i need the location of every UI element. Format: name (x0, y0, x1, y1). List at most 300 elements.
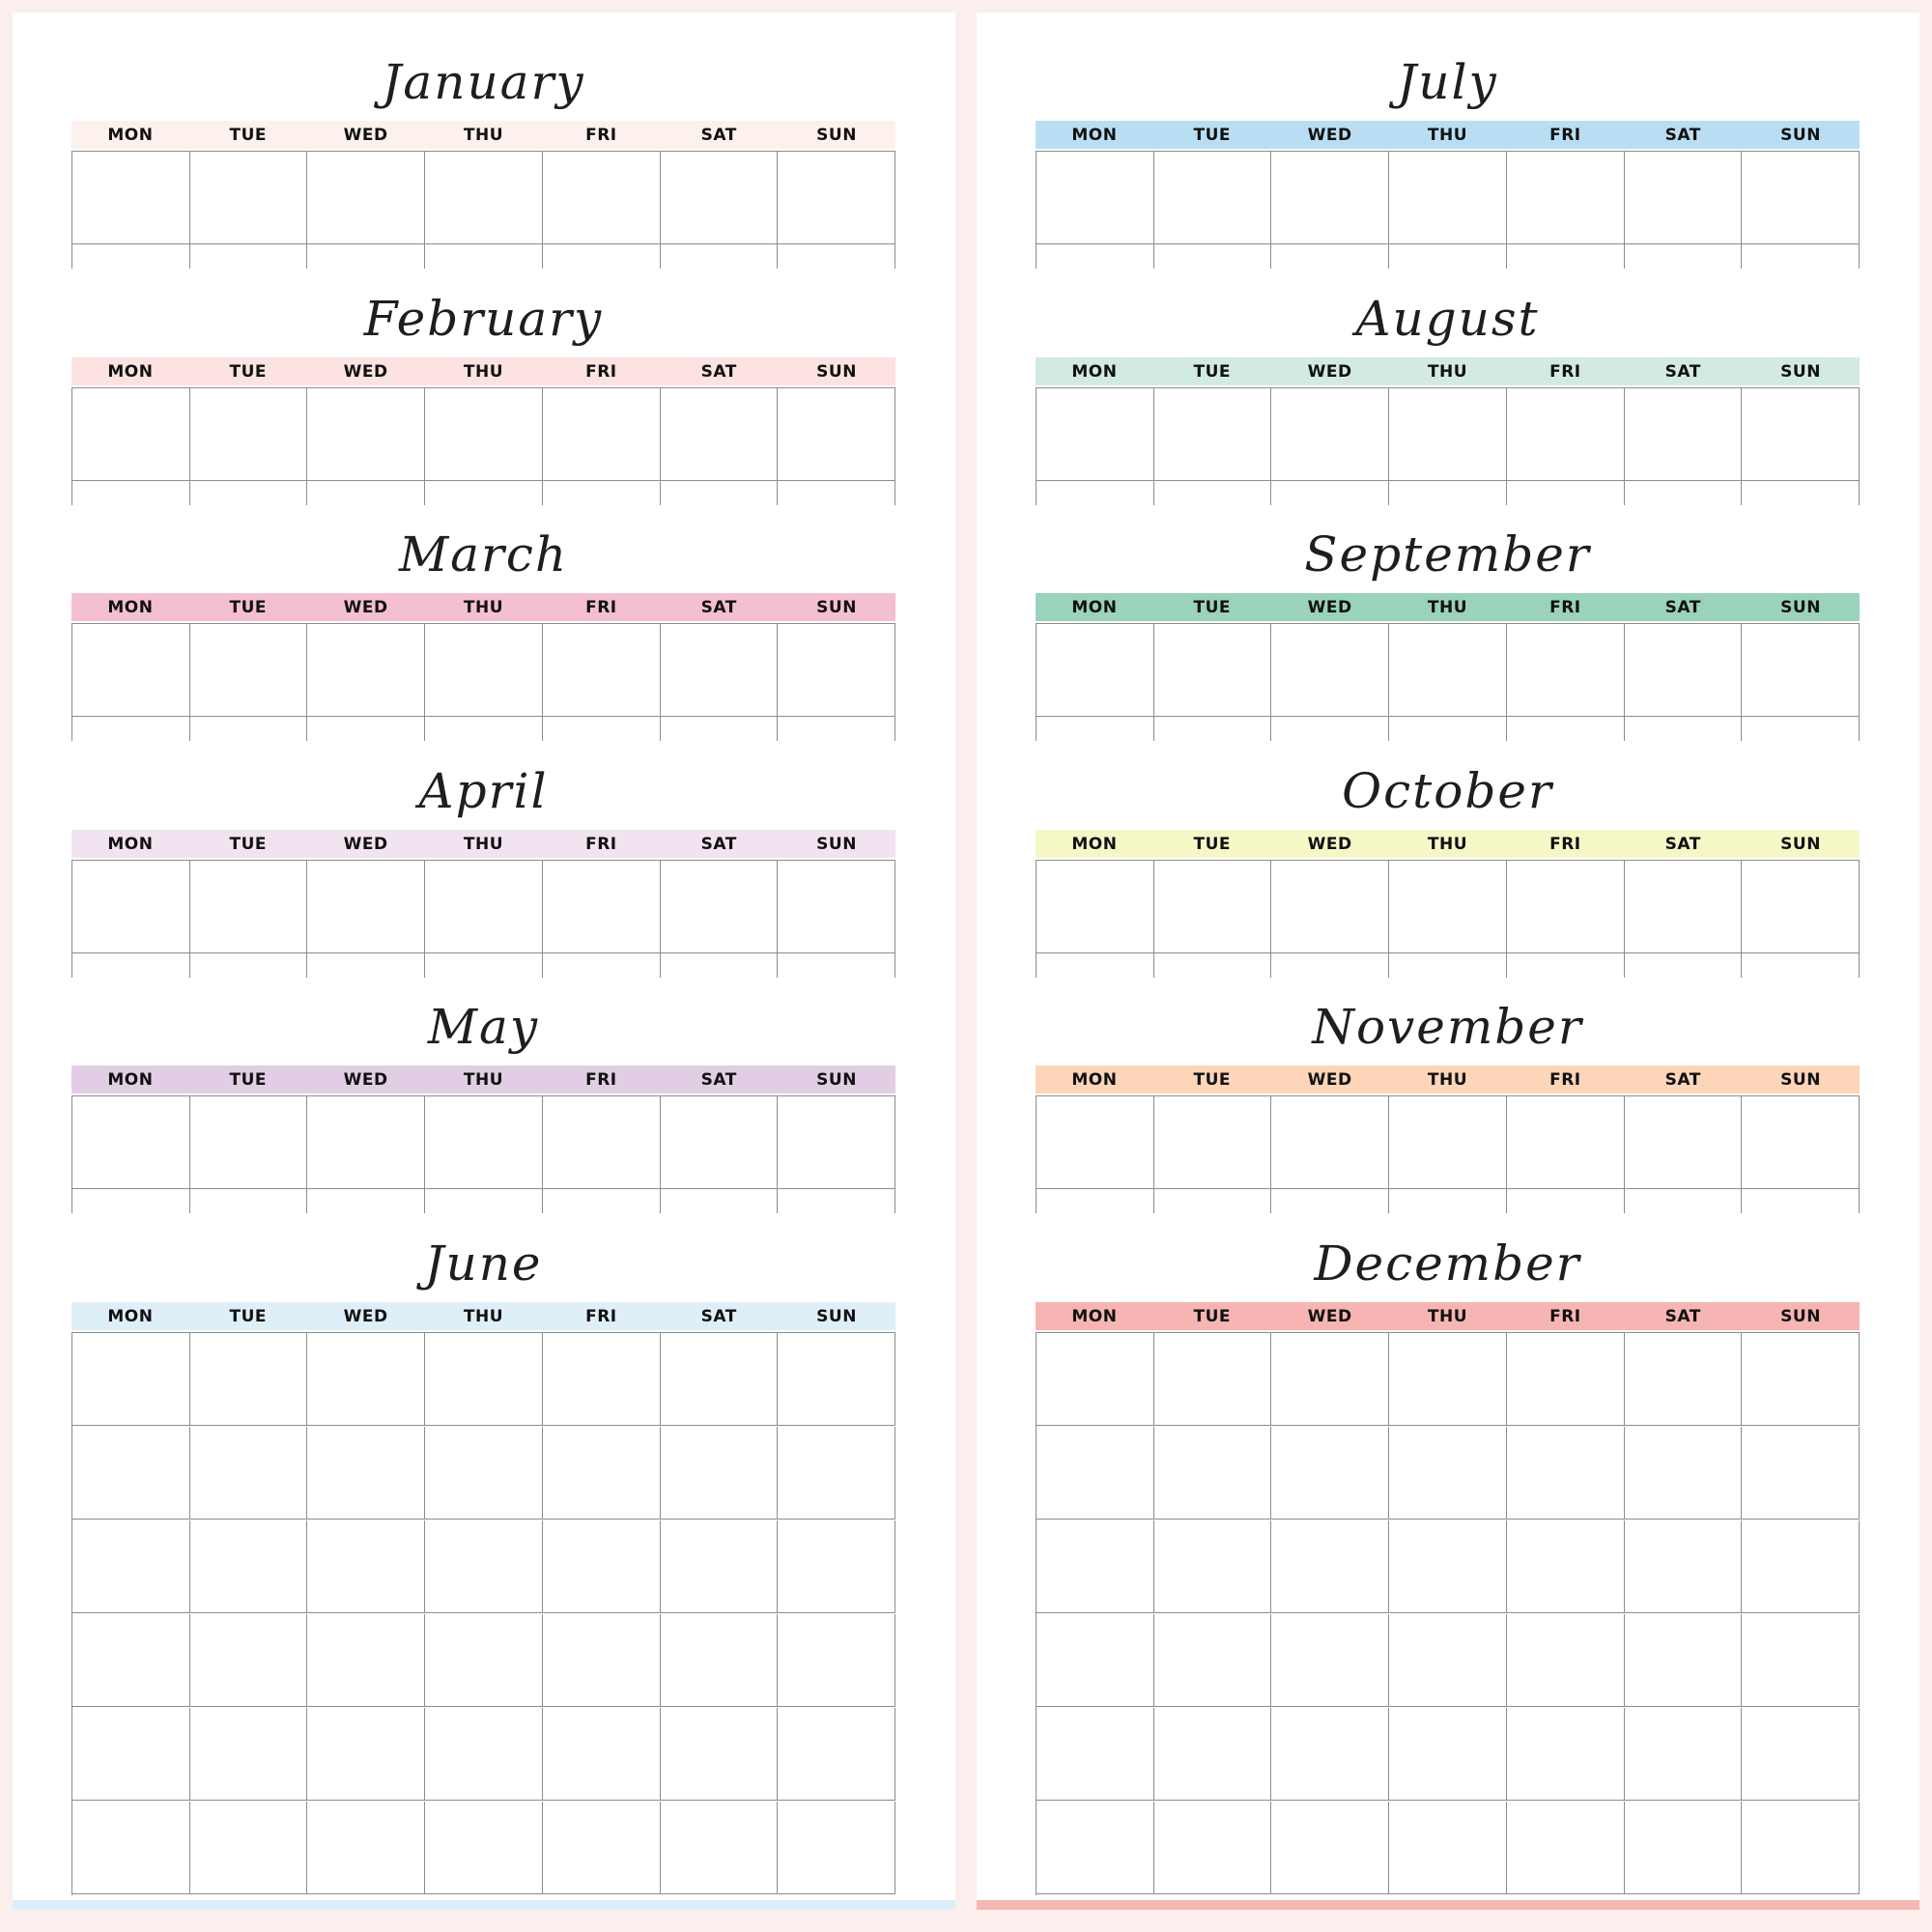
date-cell[interactable] (1037, 717, 1154, 741)
date-cell[interactable] (1507, 717, 1625, 741)
date-cell[interactable] (190, 1614, 308, 1707)
date-cell[interactable] (190, 1427, 308, 1520)
weekday-label: FRI (1549, 597, 1581, 617)
date-cell[interactable] (661, 717, 779, 741)
date-cell[interactable] (1625, 152, 1743, 244)
weekday-label: TUE (1193, 1069, 1232, 1090)
weekday-label: FRI (1549, 834, 1581, 854)
date-cell[interactable] (778, 953, 895, 978)
date-cell[interactable] (1271, 717, 1389, 741)
date-cell[interactable] (425, 624, 543, 717)
date-cell[interactable] (543, 1427, 661, 1520)
weekday-label: SUN (1780, 361, 1821, 382)
date-cell[interactable] (1625, 481, 1743, 505)
date-cell[interactable] (1742, 717, 1860, 741)
date-cell[interactable] (1389, 1189, 1507, 1213)
date-cell[interactable] (1037, 1520, 1154, 1613)
date-cell[interactable] (1389, 624, 1507, 717)
date-cell[interactable] (661, 388, 779, 481)
weekday-label: WED (343, 597, 388, 617)
date-cell[interactable] (1154, 953, 1272, 978)
date-cell[interactable] (1625, 388, 1743, 481)
date-cell[interactable] (1742, 861, 1860, 953)
date-cell[interactable] (661, 861, 779, 953)
date-cell[interactable] (778, 1614, 895, 1707)
date-cell[interactable] (543, 861, 661, 953)
date-cell[interactable] (778, 1520, 895, 1613)
date-cell[interactable] (1389, 953, 1507, 978)
date-cell[interactable] (1154, 481, 1272, 505)
date-cell[interactable] (307, 388, 425, 481)
weekday-label: WED (343, 125, 388, 145)
date-cell[interactable] (661, 481, 779, 505)
date-cell[interactable] (1742, 624, 1860, 717)
date-cell[interactable] (72, 1427, 190, 1520)
date-cell[interactable] (72, 1520, 190, 1613)
date-cell[interactable] (307, 1333, 425, 1426)
month-title: May (427, 999, 540, 1055)
weekday-label: FRI (1549, 1069, 1581, 1090)
weekday-label: THU (463, 125, 504, 145)
date-cell[interactable] (1625, 1520, 1743, 1613)
weekday-label: THU (1427, 361, 1468, 382)
date-cell[interactable] (778, 1802, 895, 1894)
date-cell[interactable] (425, 388, 543, 481)
date-cell[interactable] (307, 1614, 425, 1707)
weekday-label: WED (343, 834, 388, 854)
date-cell[interactable] (1154, 244, 1272, 269)
date-cell[interactable] (1037, 624, 1154, 717)
date-cell[interactable] (190, 1333, 308, 1426)
date-cell[interactable] (190, 388, 308, 481)
date-cell[interactable] (307, 1708, 425, 1801)
date-grid (71, 860, 895, 978)
date-cell[interactable] (1271, 1520, 1389, 1613)
date-cell[interactable] (1389, 1333, 1507, 1426)
date-cell[interactable] (543, 624, 661, 717)
weekday-header (1036, 830, 1860, 858)
date-cell[interactable] (661, 244, 779, 269)
date-cell[interactable] (1271, 1427, 1389, 1520)
date-cell[interactable] (307, 717, 425, 741)
weekday-label: THU (463, 1069, 504, 1090)
date-cell[interactable] (1389, 1802, 1507, 1894)
date-cell[interactable] (190, 244, 308, 269)
weekday-label: THU (1427, 597, 1468, 617)
date-cell[interactable] (72, 1189, 190, 1213)
date-cell[interactable] (190, 1802, 308, 1894)
weekday-label: FRI (1549, 361, 1581, 382)
date-cell[interactable] (543, 953, 661, 978)
weekday-label: TUE (1193, 834, 1232, 854)
date-cell[interactable] (543, 481, 661, 505)
weekday-header (71, 830, 895, 858)
date-cell[interactable] (778, 1333, 895, 1426)
date-cell[interactable] (1625, 861, 1743, 953)
date-cell[interactable] (1507, 244, 1625, 269)
date-cell[interactable] (1037, 953, 1154, 978)
date-cell[interactable] (1507, 1520, 1625, 1613)
date-cell[interactable] (1154, 152, 1272, 244)
date-cell[interactable] (661, 1520, 779, 1613)
date-cell[interactable] (307, 1520, 425, 1613)
date-cell[interactable] (1389, 1096, 1507, 1189)
date-cell[interactable] (1625, 624, 1743, 717)
date-cell[interactable] (1154, 1802, 1272, 1894)
date-cell[interactable] (1271, 388, 1389, 481)
date-cell[interactable] (778, 388, 895, 481)
date-cell[interactable] (1271, 244, 1389, 269)
weekday-label: THU (463, 361, 504, 382)
date-cell[interactable] (425, 152, 543, 244)
date-cell[interactable] (1037, 1427, 1154, 1520)
weekday-label: FRI (1549, 125, 1581, 145)
date-cell[interactable] (1271, 1333, 1389, 1426)
date-grid (71, 1095, 895, 1213)
date-cell[interactable] (1271, 1708, 1389, 1801)
date-cell[interactable] (778, 1096, 895, 1189)
weekday-label: MON (1071, 597, 1118, 617)
date-cell[interactable] (1037, 1189, 1154, 1213)
date-grid (71, 387, 895, 505)
weekday-label: MON (107, 361, 154, 382)
date-cell[interactable] (1742, 1189, 1860, 1213)
date-cell[interactable] (307, 624, 425, 717)
weekday-label: THU (463, 1306, 504, 1326)
date-cell[interactable] (1389, 1708, 1507, 1801)
date-cell[interactable] (1154, 1189, 1272, 1213)
date-cell[interactable] (425, 1096, 543, 1189)
date-cell[interactable] (1507, 1189, 1625, 1213)
page-bottom-bar (977, 1900, 1919, 1910)
date-cell[interactable] (307, 244, 425, 269)
date-cell[interactable] (1154, 1333, 1272, 1426)
date-cell[interactable] (661, 1427, 779, 1520)
date-cell[interactable] (1037, 388, 1154, 481)
weekday-header (1036, 593, 1860, 621)
date-cell[interactable] (1625, 1708, 1743, 1801)
date-cell[interactable] (307, 1802, 425, 1894)
date-cell[interactable] (661, 1802, 779, 1894)
date-cell[interactable] (1271, 1614, 1389, 1707)
date-cell[interactable] (1625, 1614, 1743, 1707)
date-cell[interactable] (778, 152, 895, 244)
date-cell[interactable] (1742, 1520, 1860, 1613)
date-cell[interactable] (72, 1614, 190, 1707)
date-cell[interactable] (778, 1708, 895, 1801)
date-cell[interactable] (1154, 1614, 1272, 1707)
date-cell[interactable] (72, 953, 190, 978)
weekday-label: SAT (700, 597, 737, 617)
date-cell[interactable] (1389, 388, 1507, 481)
month-april (71, 741, 895, 978)
date-cell[interactable] (543, 1333, 661, 1426)
date-cell[interactable] (425, 717, 543, 741)
date-cell[interactable] (190, 152, 308, 244)
date-cell[interactable] (1742, 481, 1860, 505)
date-cell[interactable] (1154, 717, 1272, 741)
date-cell[interactable] (543, 1802, 661, 1894)
date-cell[interactable] (72, 1802, 190, 1894)
date-cell[interactable] (1271, 1096, 1389, 1189)
date-cell[interactable] (1625, 1427, 1743, 1520)
date-cell[interactable] (1271, 953, 1389, 978)
date-cell[interactable] (661, 1333, 779, 1426)
date-cell[interactable] (661, 624, 779, 717)
date-grid (1036, 1095, 1860, 1213)
weekday-label: WED (343, 1069, 388, 1090)
weekday-label: SAT (1664, 597, 1701, 617)
date-cell[interactable] (1625, 1802, 1743, 1894)
weekday-label: WED (1307, 125, 1352, 145)
date-cell[interactable] (1154, 1708, 1272, 1801)
date-cell[interactable] (778, 861, 895, 953)
weekday-header (1036, 1065, 1860, 1094)
date-cell[interactable] (190, 1096, 308, 1189)
date-cell[interactable] (1154, 1427, 1272, 1520)
date-cell[interactable] (190, 717, 308, 741)
date-cell[interactable] (307, 1096, 425, 1189)
date-cell[interactable] (1742, 152, 1860, 244)
date-cell[interactable] (1389, 481, 1507, 505)
date-cell[interactable] (307, 1427, 425, 1520)
date-grid (71, 1332, 895, 1895)
date-cell[interactable] (1625, 1096, 1743, 1189)
date-cell[interactable] (190, 1708, 308, 1801)
date-cell[interactable] (190, 481, 308, 505)
date-cell[interactable] (661, 152, 779, 244)
date-cell[interactable] (425, 1802, 543, 1894)
weekday-label: TUE (229, 1306, 268, 1326)
weekday-label: TUE (229, 1069, 268, 1090)
date-cell[interactable] (778, 717, 895, 741)
date-cell[interactable] (1507, 1096, 1625, 1189)
date-cell[interactable] (307, 481, 425, 505)
date-cell[interactable] (543, 1520, 661, 1613)
date-cell[interactable] (1037, 244, 1154, 269)
date-cell[interactable] (1625, 717, 1743, 741)
date-cell[interactable] (72, 1096, 190, 1189)
date-cell[interactable] (778, 1427, 895, 1520)
date-cell[interactable] (425, 1520, 543, 1613)
month-january (71, 32, 895, 269)
weekday-label: FRI (585, 1069, 617, 1090)
date-grid (71, 623, 895, 741)
date-cell[interactable] (1271, 481, 1389, 505)
date-cell[interactable] (1507, 1614, 1625, 1707)
date-cell[interactable] (72, 624, 190, 717)
weekday-header (71, 357, 895, 385)
date-cell[interactable] (661, 1708, 779, 1801)
date-cell[interactable] (72, 1708, 190, 1801)
date-cell[interactable] (1507, 861, 1625, 953)
weekday-label: THU (1427, 834, 1468, 854)
date-cell[interactable] (778, 244, 895, 269)
date-cell[interactable] (1037, 1096, 1154, 1189)
date-cell[interactable] (1507, 481, 1625, 505)
month-may (71, 977, 895, 1213)
date-cell[interactable] (1271, 1802, 1389, 1894)
date-cell[interactable] (1742, 1096, 1860, 1189)
date-cell[interactable] (425, 1614, 543, 1707)
date-cell[interactable] (1625, 1333, 1743, 1426)
date-cell[interactable] (190, 953, 308, 978)
weekday-label: MON (1071, 1069, 1118, 1090)
date-cell[interactable] (778, 1189, 895, 1213)
weekday-label: SAT (700, 125, 737, 145)
date-cell[interactable] (425, 1189, 543, 1213)
date-cell[interactable] (425, 953, 543, 978)
date-cell[interactable] (307, 1189, 425, 1213)
date-cell[interactable] (1389, 244, 1507, 269)
date-cell[interactable] (1154, 1520, 1272, 1613)
date-cell[interactable] (1507, 1427, 1625, 1520)
weekday-label: MON (107, 125, 154, 145)
date-cell[interactable] (543, 1708, 661, 1801)
weekday-header (71, 1065, 895, 1094)
date-cell[interactable] (543, 1096, 661, 1189)
date-cell[interactable] (1037, 481, 1154, 505)
weekday-label: SAT (1664, 1306, 1701, 1326)
date-cell[interactable] (1154, 624, 1272, 717)
date-cell[interactable] (1507, 1802, 1625, 1894)
weekday-label: SAT (700, 361, 737, 382)
date-cell[interactable] (1742, 1427, 1860, 1520)
weekday-label: MON (1071, 361, 1118, 382)
date-cell[interactable] (661, 1096, 779, 1189)
date-cell[interactable] (1389, 1427, 1507, 1520)
date-cell[interactable] (307, 953, 425, 978)
weekday-header (1036, 1302, 1860, 1330)
date-cell[interactable] (1389, 1614, 1507, 1707)
date-cell[interactable] (1271, 1189, 1389, 1213)
date-cell[interactable] (1037, 1802, 1154, 1894)
date-cell[interactable] (1507, 1333, 1625, 1426)
date-cell[interactable] (190, 624, 308, 717)
date-cell[interactable] (1271, 152, 1389, 244)
weekday-label: TUE (229, 834, 268, 854)
date-cell[interactable] (1742, 953, 1860, 978)
date-cell[interactable] (543, 152, 661, 244)
date-cell[interactable] (1507, 624, 1625, 717)
date-cell[interactable] (307, 861, 425, 953)
date-cell[interactable] (1271, 861, 1389, 953)
date-cell[interactable] (543, 1614, 661, 1707)
date-cell[interactable] (1625, 1189, 1743, 1213)
date-cell[interactable] (543, 388, 661, 481)
date-cell[interactable] (425, 1427, 543, 1520)
month-june (71, 1213, 895, 1895)
date-cell[interactable] (425, 481, 543, 505)
date-cell[interactable] (307, 152, 425, 244)
date-cell[interactable] (1507, 388, 1625, 481)
date-cell[interactable] (72, 481, 190, 505)
date-cell[interactable] (1507, 152, 1625, 244)
weekday-label: TUE (1193, 125, 1232, 145)
date-cell[interactable] (1742, 1614, 1860, 1707)
date-grid (1036, 860, 1860, 978)
weekday-label: SUN (816, 597, 857, 617)
weekday-label: SUN (1780, 1069, 1821, 1090)
date-cell[interactable] (1037, 1614, 1154, 1707)
weekday-label: MON (107, 597, 154, 617)
date-cell[interactable] (1742, 1802, 1860, 1894)
date-cell[interactable] (661, 1189, 779, 1213)
weekday-label: TUE (229, 597, 268, 617)
date-cell[interactable] (1389, 1520, 1507, 1613)
date-cell[interactable] (72, 152, 190, 244)
date-cell[interactable] (1154, 861, 1272, 953)
date-cell[interactable] (1625, 244, 1743, 269)
date-cell[interactable] (1742, 1333, 1860, 1426)
month-title: December (1314, 1236, 1581, 1292)
date-cell[interactable] (190, 861, 308, 953)
date-cell[interactable] (661, 1614, 779, 1707)
date-cell[interactable] (72, 1333, 190, 1426)
date-cell[interactable] (1389, 717, 1507, 741)
weekday-label: SAT (1664, 125, 1701, 145)
date-cell[interactable] (778, 481, 895, 505)
calendar-page-left (13, 13, 955, 1910)
weekday-label: TUE (1193, 1306, 1232, 1326)
date-cell[interactable] (1507, 953, 1625, 978)
weekday-label: MON (1071, 834, 1118, 854)
date-cell[interactable] (425, 1333, 543, 1426)
date-cell[interactable] (1271, 624, 1389, 717)
weekday-label: FRI (585, 834, 617, 854)
date-cell[interactable] (72, 861, 190, 953)
date-cell[interactable] (1037, 1333, 1154, 1426)
month-november (1036, 977, 1860, 1213)
date-cell[interactable] (1154, 1096, 1272, 1189)
date-cell[interactable] (1037, 1708, 1154, 1801)
date-cell[interactable] (72, 388, 190, 481)
weekday-header (71, 593, 895, 621)
date-cell[interactable] (661, 953, 779, 978)
month-title: June (424, 1236, 543, 1292)
weekday-label: MON (1071, 125, 1118, 145)
date-cell[interactable] (1037, 861, 1154, 953)
date-cell[interactable] (1389, 861, 1507, 953)
date-grid (1036, 151, 1860, 269)
weekday-label: WED (1307, 1306, 1352, 1326)
date-cell[interactable] (1625, 953, 1743, 978)
date-cell[interactable] (1154, 388, 1272, 481)
date-cell[interactable] (1389, 152, 1507, 244)
date-cell[interactable] (1742, 388, 1860, 481)
month-title: April (418, 763, 549, 819)
date-cell[interactable] (190, 1520, 308, 1613)
month-september (1036, 504, 1860, 741)
date-cell[interactable] (1037, 152, 1154, 244)
date-cell[interactable] (1742, 1708, 1860, 1801)
date-cell[interactable] (190, 1189, 308, 1213)
date-cell[interactable] (1742, 244, 1860, 269)
date-cell[interactable] (425, 1708, 543, 1801)
date-cell[interactable] (543, 1189, 661, 1213)
date-cell[interactable] (543, 244, 661, 269)
weekday-label: FRI (585, 125, 617, 145)
date-cell[interactable] (778, 624, 895, 717)
weekday-label: TUE (229, 125, 268, 145)
date-grid (1036, 387, 1860, 505)
date-cell[interactable] (72, 244, 190, 269)
date-cell[interactable] (543, 717, 661, 741)
date-cell[interactable] (425, 861, 543, 953)
date-cell[interactable] (425, 244, 543, 269)
date-cell[interactable] (1507, 1708, 1625, 1801)
date-cell[interactable] (72, 717, 190, 741)
